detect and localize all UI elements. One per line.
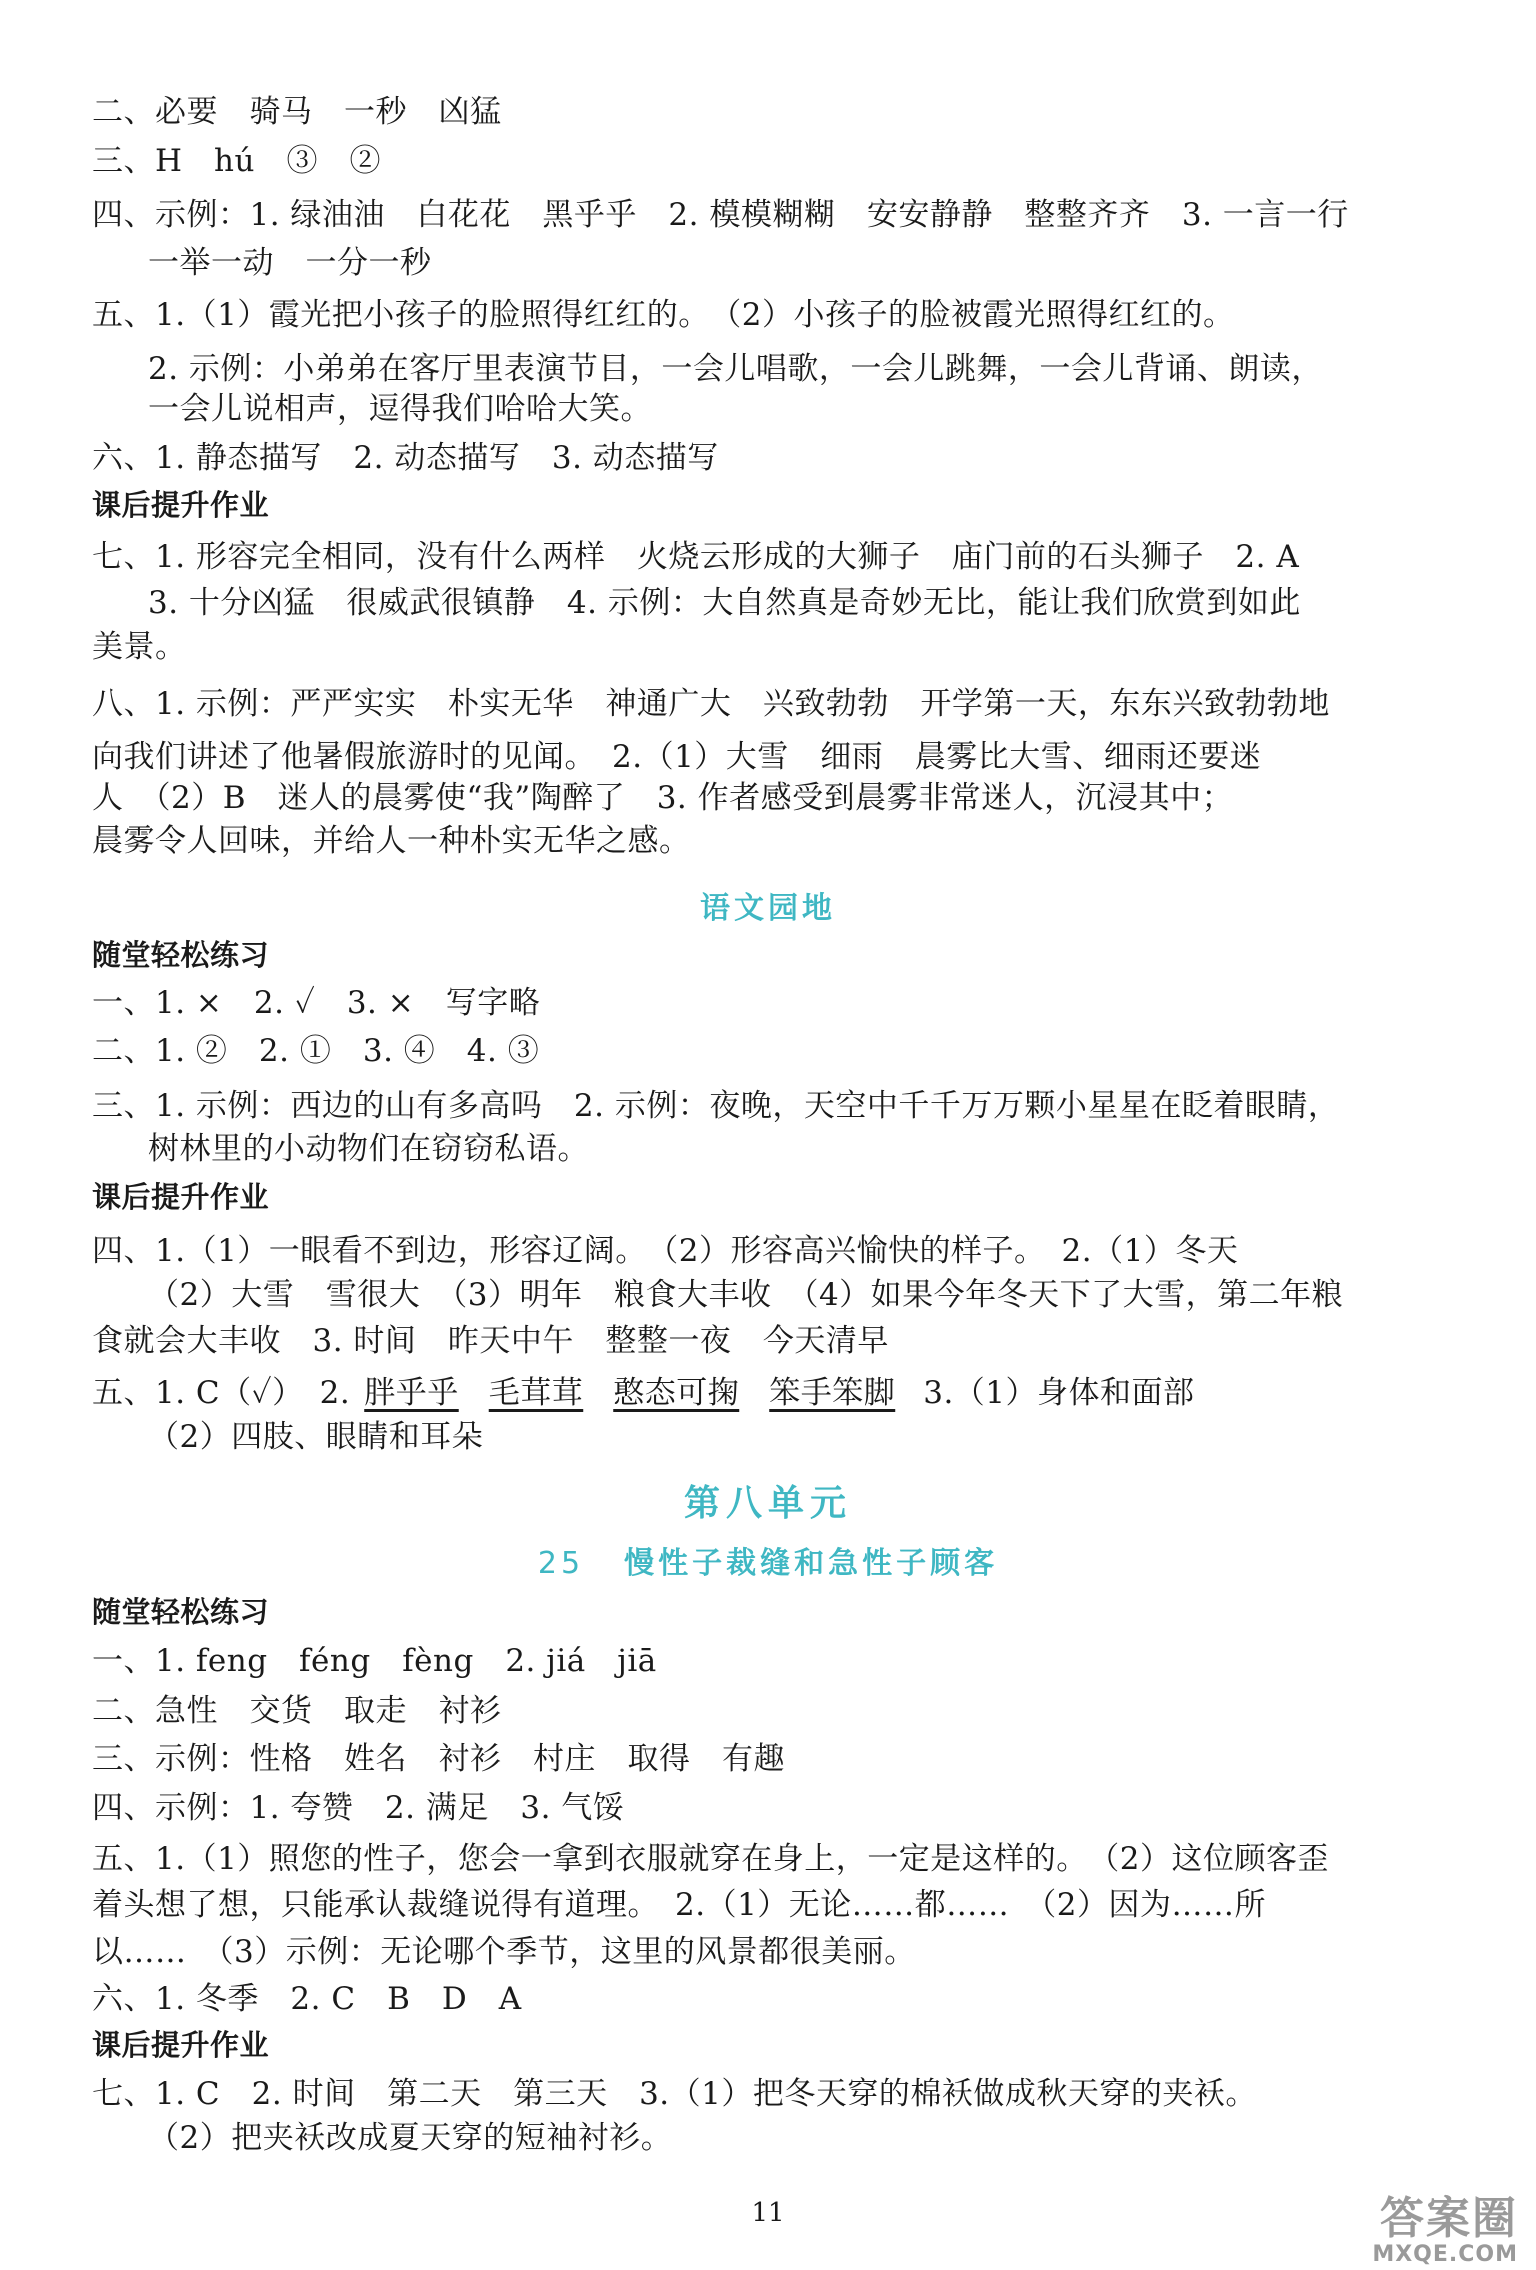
watermark-logo: 答案圈 — [1380, 2193, 1518, 2244]
answer-line: 四、1.（1）一眼看不到边，形容辽阔。 （2）形容高兴愉快的样子。 2.（1）冬天 — [92, 1233, 1239, 1269]
answer-line: 五、1.（1）照您的性子，您会一拿到衣服就穿在身上，一定是这样的。 （2）这位顾客歪 — [92, 1841, 1330, 1877]
section-heading: 随堂轻松练习 — [92, 1595, 270, 1629]
answer-line: 六、1. 静态描写 2. 动态描写 3. 动态描写 — [92, 440, 719, 476]
answer-line: （2）四肢、眼睛和耳朵 — [148, 1419, 484, 1455]
answer-segment: 3.（1）身体和面部 — [923, 1375, 1195, 1411]
lesson-number: 25 — [537, 1546, 585, 1581]
section-heading: 随堂轻松练习 — [92, 938, 270, 972]
answer-line: 八、1. 示例：严严实实 朴实无华 神通广大 兴致勃勃 开学第一天，东东兴致勃勃地 — [92, 686, 1330, 722]
answer-line: 以…… （3）示例：无论哪个季节，这里的风景都很美丽。 — [92, 1934, 916, 1970]
section-heading: 课后提升作业 — [92, 2028, 270, 2062]
answer-line: 三、H hú ③ ② — [92, 143, 381, 179]
watermark-url: MXQE.COM — [1372, 2242, 1518, 2267]
answer-line: 人 （2）B 迷人的晨雾使“我”陶醉了 3. 作者感受到晨雾非常迷人，沉浸其中； — [92, 780, 1234, 816]
underlined-word: 笨手笨脚 — [769, 1375, 896, 1411]
answer-line: 树林里的小动物们在窃窃私语。 — [148, 1131, 589, 1167]
answer-line: 三、1. 示例：西边的山有多高吗 2. 示例：夜晚，天空中千千万万颗小星星在眨着眼睛， — [92, 1088, 1340, 1124]
answer-line: 3. 十分凶猛 很威武很镇静 4. 示例：大自然真是奇妙无比，能让我们欣赏到如此 — [148, 585, 1301, 621]
answer-line: 一会儿说相声，逗得我们哈哈大笑。 — [148, 391, 652, 427]
answer-line: 五、1.（1）霞光把小孩子的脸照得红红的。 （2）小孩子的脸被霞光照得红红的。 — [92, 297, 1235, 333]
answer-line: 一、1. feng féng fèng 2. jiá jiā — [92, 1643, 657, 1679]
answer-line: 二、必要 骑马 一秒 凶猛 — [92, 94, 502, 130]
underlined-word: 憨态可掬 — [613, 1375, 740, 1411]
unit-title: 第八单元 — [683, 1483, 852, 1524]
answer-line: 食就会大丰收 3. 时间 昨天中午 整整一夜 今天清早 — [92, 1323, 889, 1359]
watermark — [1372, 2193, 1518, 2267]
answer-line: 七、1. 形容完全相同，没有什么两样 火烧云形成的大狮子 庙门前的石头狮子 2. A — [92, 539, 1300, 575]
answer-line: 二、1. ② 2. ① 3. ④ 4. ③ — [92, 1033, 540, 1069]
answer-line: 着头想了想，只能承认裁缝说得有道理。 2.（1）无论……都…… （2）因为……所 — [92, 1887, 1267, 1923]
lesson-name: 慢性子裁缝和急性子顾客 — [624, 1546, 999, 1581]
answer-line: 四、示例：1. 夸赞 2. 满足 3. 气馁 — [92, 1790, 625, 1826]
answer-line: 六、1. 冬季 2. C B D A — [92, 1981, 522, 2017]
answer-line: 二、急性 交货 取走 衬衫 — [92, 1693, 502, 1729]
section-heading: 课后提升作业 — [92, 1180, 270, 1214]
answer-line: （2）大雪 雪很大 （3）明年 粮食大丰收 （4）如果今年冬天下了大雪，第二年粮 — [148, 1277, 1344, 1313]
section-title: 语文园地 — [700, 891, 836, 926]
lesson-title — [0, 1538, 1536, 1582]
answer-line: 七、1. C 2. 时间 第二天 第三天 3.（1）把冬天穿的棉袄做成秋天穿的夹袄。 — [92, 2076, 1257, 2112]
answer-line — [92, 1373, 1452, 1413]
answer-segment: 五、1. C（✓） 2. — [92, 1375, 351, 1411]
section-heading: 课后提升作业 — [92, 488, 270, 522]
answer-line: 三、示例：性格 姓名 衬衫 村庄 取得 有趣 — [92, 1741, 785, 1777]
answer-line: 一、1. × 2. ✓ 3. × 写字略 — [92, 985, 541, 1021]
page-number: 11 — [751, 2198, 785, 2228]
answer-line: （2）把夹袄改成夏天穿的短袖衬衫。 — [148, 2120, 673, 2156]
underlined-word: 毛茸茸 — [488, 1375, 584, 1411]
answer-line: 一举一动 一分一秒 — [148, 245, 432, 281]
answer-line: 美景。 — [92, 629, 187, 665]
answer-line: 四、示例：1. 绿油油 白花花 黑乎乎 2. 模模糊糊 安安静静 整整齐齐 3. 一言一行 — [92, 197, 1349, 233]
answer-line: 向我们讲述了他暑假旅游时的见闻。 2.（1）大雪 细雨 晨雾比大雪、细雨还要迷 — [92, 739, 1262, 775]
answer-line: 2. 示例：小弟弟在客厅里表演节目，一会儿唱歌，一会儿跳舞，一会儿背诵、朗读， — [148, 351, 1323, 387]
underlined-word: 胖乎乎 — [364, 1375, 459, 1411]
answer-line: 晨雾令人回味，并给人一种朴实无华之感。 — [92, 823, 691, 859]
